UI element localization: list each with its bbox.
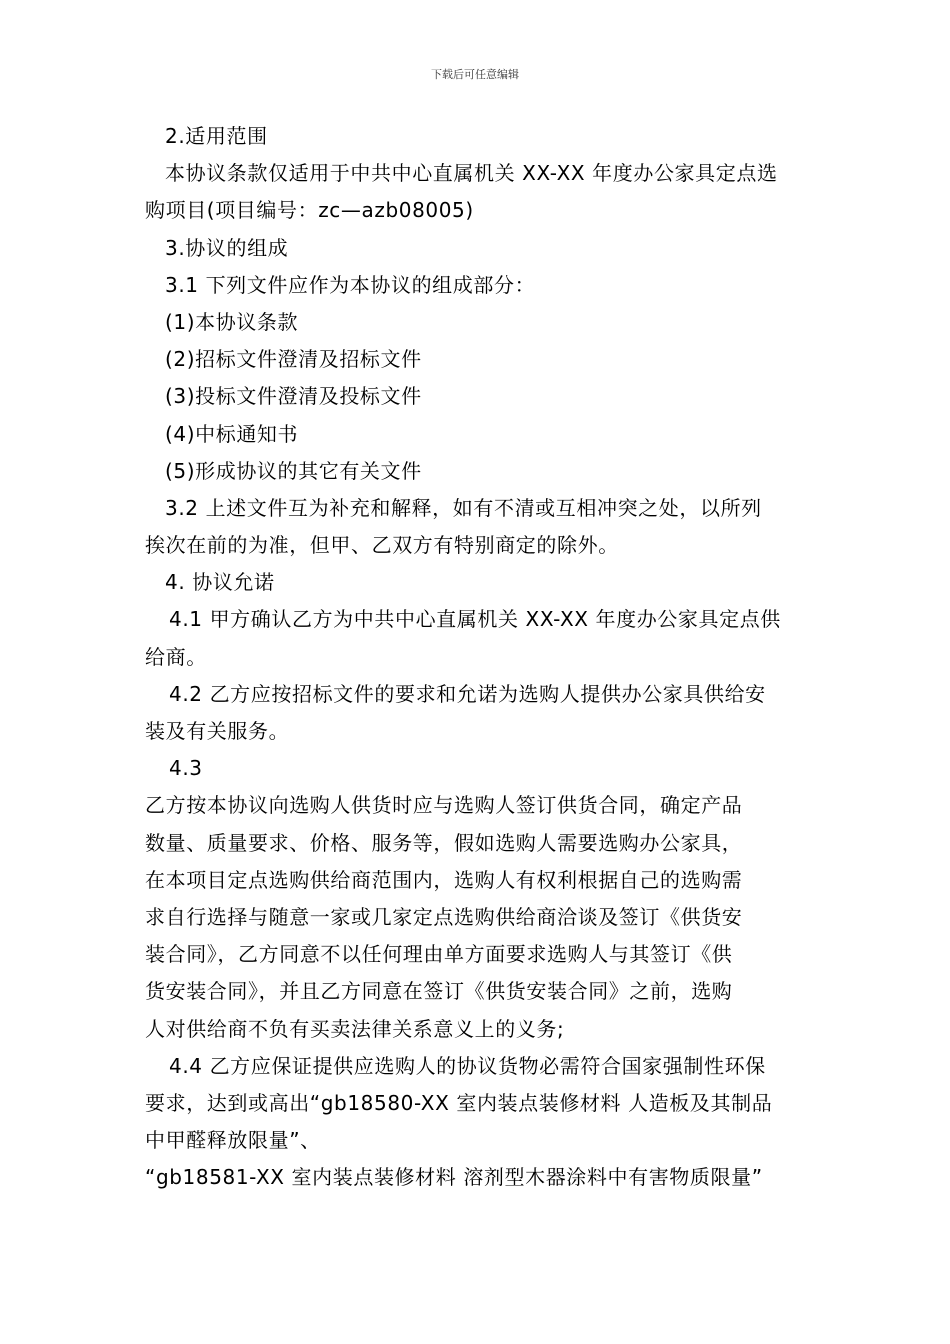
text-line: 3.协议的组成 [165,235,289,260]
text-line: 4.3 [169,756,203,781]
text-line: “gb18581-XX 室内装点装修材料 溶剂型木器涂料中有害物质限量” [145,1165,763,1190]
document-body [145,118,815,1196]
text-line: 数量、质量要求、价格、服务等，假如选购人需要选购办公家具， [145,830,743,855]
text-line: 给商。 [145,644,207,669]
page-header-note: 下载后可任意编辑 [431,68,519,81]
text-line: 本协议条款仅适用于中共中心直属机关 XX-XX 年度办公家具定点选 [165,161,778,186]
text-line: (2)招标文件澄清及招标文件 [165,347,422,372]
text-line: 人对供给商不负有买卖法律关系意义上的义务; [145,1016,565,1041]
text-line: 3.1 下列文件应作为本协议的组成部分： [165,272,536,297]
text-line: (1)本协议条款 [165,309,299,334]
text-line: 4.1 甲方确认乙方为中共中心直属机关 XX-XX 年度办公家具定点供 [169,607,781,632]
text-line: 装合同》，乙方同意不以任何理由单方面要求选购人与其签订《供 [145,942,733,967]
text-line: 乙方按本协议向选购人供货时应与选购人签订供货合同，确定产品 [145,793,743,818]
text-line: (3)投标文件澄清及投标文件 [165,384,422,409]
text-line: 在本项目定点选购供给商范围内，选购人有权利根据自己的选购需 [145,867,743,892]
text-line: (5)形成协议的其它有关文件 [165,458,422,483]
text-line: (4)中标通知书 [165,421,299,446]
text-line: 4.4 乙方应保证提供应选购人的协议货物必需符合国家强制性环保 [169,1053,766,1078]
text-line: 中甲醛释放限量”、 [145,1128,321,1153]
text-line: 4. 协议允诺 [165,570,275,595]
text-line: 要求，达到或高出“gb18580-XX 室内装点装修材料 人造板及其制品 [145,1090,773,1115]
text-line: 2.适用范围 [165,124,268,148]
text-line: 装及有关服务。 [145,719,290,743]
text-line: 购项目(项目编号：zc—azb08005) [145,198,474,223]
text-line: 挨次在前的为准，但甲、乙双方有特别商定的除外。 [145,533,619,558]
text-line: 4.2 乙方应按招标文件的要求和允诺为选购人提供办公家具供给安 [169,681,766,706]
text-line: 货安装合同》，并且乙方同意在签订《供货安装合同》之前，选购 [145,979,733,1004]
text-line: 3.2 上述文件互为补充和解释，如有不清或互相冲突之处，以所列 [165,495,762,520]
text-line: 求自行选择与随意一家或几家定点选购供给商洽谈及签订《供货安 [145,904,743,929]
